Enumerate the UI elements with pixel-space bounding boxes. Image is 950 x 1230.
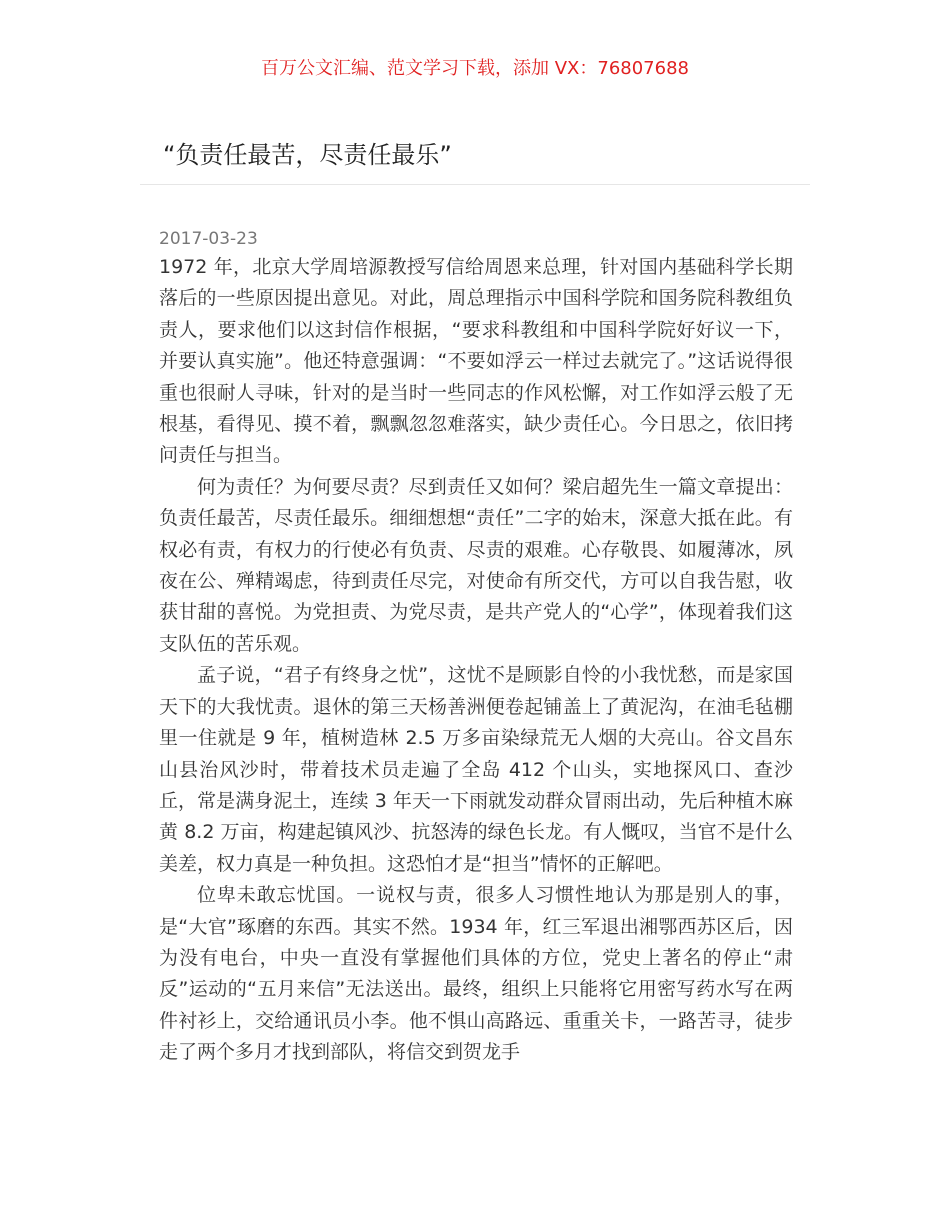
paragraph-2: 何为责任？为何要尽责？尽到责任又如何？梁启超先生一篇文章提出：负责任最苦，尽责任最乐。细细想想“责任”二字的始末，深意大抵在此。有权必有责，有权力的行使必有负责、尽责的艰难。心存敬畏、如履薄冰，夙夜在公、殚精竭虑，待到责任尽完，对使命有所交代，方可以自我告慰，收获甘甜的喜悦。为党担责、为党尽责，是共产党人的“心学”，体现着我们这支队伍的苦乐观。 [159, 475, 793, 655]
publish-date: 2017-03-23 [159, 229, 258, 249]
article-body [159, 226, 793, 1069]
paragraph-3: 孟子说，“君子有终身之忧”，这忧不是顾影自怜的小我忧愁，而是家国天下的大我忧责。退休的第三天杨善洲便卷起铺盖上了黄泥沟，在油毛毡棚里一住就是 9 年，植树造林 2.5 万多亩染绿荒无人烟的大亮山。谷文昌东山县治风沙时，带着技术员走遍了全岛 412 个山头，实地探风口、查沙丘，常是满身泥土，连续 3 年天一下雨就发动群众冒雨出动，先后种植木麻黄 8.2 万亩，构建起镇风沙、抗怒涛的绿色长龙。有人慨叹，当官不是什么美差，权力真是一种负担。这恐怕才是“担当”情怀的正解吧。 [159, 664, 793, 875]
paragraph-4: 位卑未敢忘忧国。一说权与责，很多人习惯性地认为那是别人的事，是“大官”琢磨的东西。其实不然。1934 年，红三军退出湘鄂西苏区后，因为没有电台，中央一直没有掌握他们具体的方位，党史上著名的停止“肃反”运动的“五月来信”无法送出。最终，组织上只能将它用密写药水写在两件衬衫上，交给通讯员小李。他不惧山高路远、重重关卡，一路苦寻，徒步走了两个多月才找到部队，将信交到贺龙手 [159, 884, 793, 1064]
article-title: “负责任最苦，尽责任最乐” [163, 141, 452, 169]
promo-banner: 百万公文汇编、范文学习下载，添加 VX：76807688 [261, 58, 689, 79]
title-divider [140, 184, 810, 185]
paragraph-1: 1972 年，北京大学周培源教授写信给周恩来总理，针对国内基础科学长期落后的一些原因提出意见。对此，周总理指示中国科学院和国务院科教组负责人，要求他们以这封信作根据，“要求科教组和中国科学院好好议一下，并要认真实施”。他还特意强调：“不要如浮云一样过去就完了。”这话说得很重也很耐人寻味，针对的是当时一些同志的作风松懈，对工作如浮云般了无根基，看得见、摸不着，飘飘忽忽难落实，缺少责任心。今日思之，依旧拷问责任与担当。 [159, 256, 793, 467]
